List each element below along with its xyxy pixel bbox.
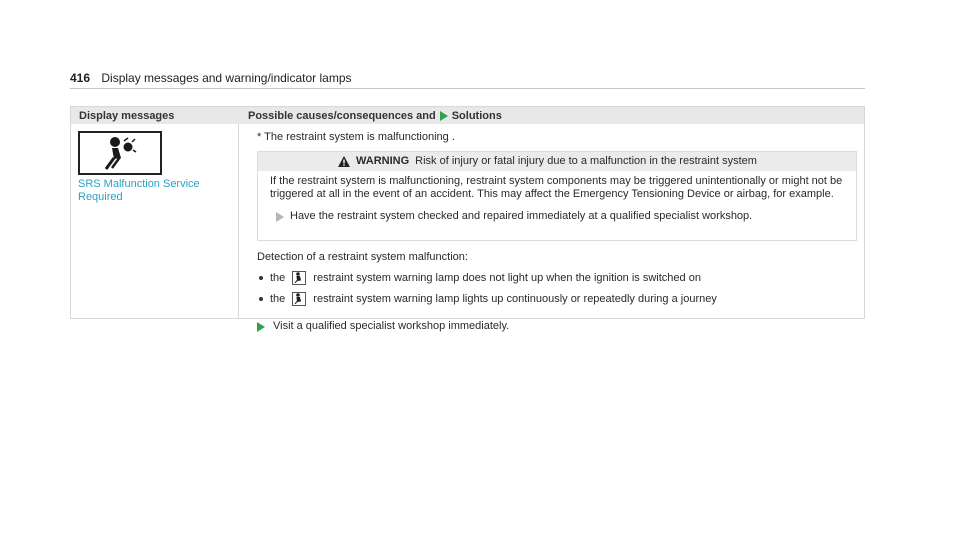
page-title: Display messages and warning/indicator lamps xyxy=(101,71,352,85)
bullet-icon xyxy=(259,276,263,280)
solutions-heading: Solutions xyxy=(451,110,502,122)
column-divider xyxy=(238,124,239,318)
arrow-right-icon xyxy=(257,322,265,332)
detection-section xyxy=(257,251,717,306)
list-item: the restraint system warning lamp lights up continuously or repeatedly during a journey xyxy=(257,292,717,306)
causes-cell xyxy=(248,131,858,332)
action-step: Visit a qualified specialist workshop immediately. xyxy=(257,320,509,333)
airbag-warning-icon xyxy=(78,131,162,175)
list-item: the restraint system warning lamp does not light up when the ignition is switched on xyxy=(257,271,717,285)
bullet-icon xyxy=(259,297,263,301)
display-message-text: SRS Malfunction Service Required xyxy=(78,178,200,203)
warning-step: Have the restraint system checked and repaired immediately at a qualified specialist workshop. xyxy=(270,210,848,223)
cause-text: * The restraint system is malfunctioning . xyxy=(257,131,455,143)
warning-label: WARNING xyxy=(356,155,410,167)
warning-triangle-icon xyxy=(338,156,350,167)
col-heading-causes: Possible causes/consequences and Solutions xyxy=(248,110,502,122)
arrow-right-icon xyxy=(276,212,284,222)
page-header xyxy=(70,71,865,89)
warning-box xyxy=(257,151,857,241)
restraint-lamp-icon xyxy=(292,271,306,285)
arrow-right-icon xyxy=(440,111,448,121)
warning-title: Risk of injury or fatal injury due to a malfunction in the restraint system xyxy=(415,155,757,167)
page-number: 416 xyxy=(70,71,91,85)
warning-header xyxy=(258,152,856,171)
restraint-lamp-icon xyxy=(292,292,306,306)
col-heading-display-messages: Display messages xyxy=(79,110,175,122)
messages-table xyxy=(70,106,865,332)
detection-heading: Detection of a restraint system malfunction: xyxy=(257,251,468,263)
table-header xyxy=(71,107,864,124)
warning-body: If the restraint system is malfunctioning, restraint system components may be triggered unintentionally or might not be triggered at all in the event of an accident. This may affect the Emergency Tensioning Device or airbag, for example. xyxy=(270,175,843,200)
